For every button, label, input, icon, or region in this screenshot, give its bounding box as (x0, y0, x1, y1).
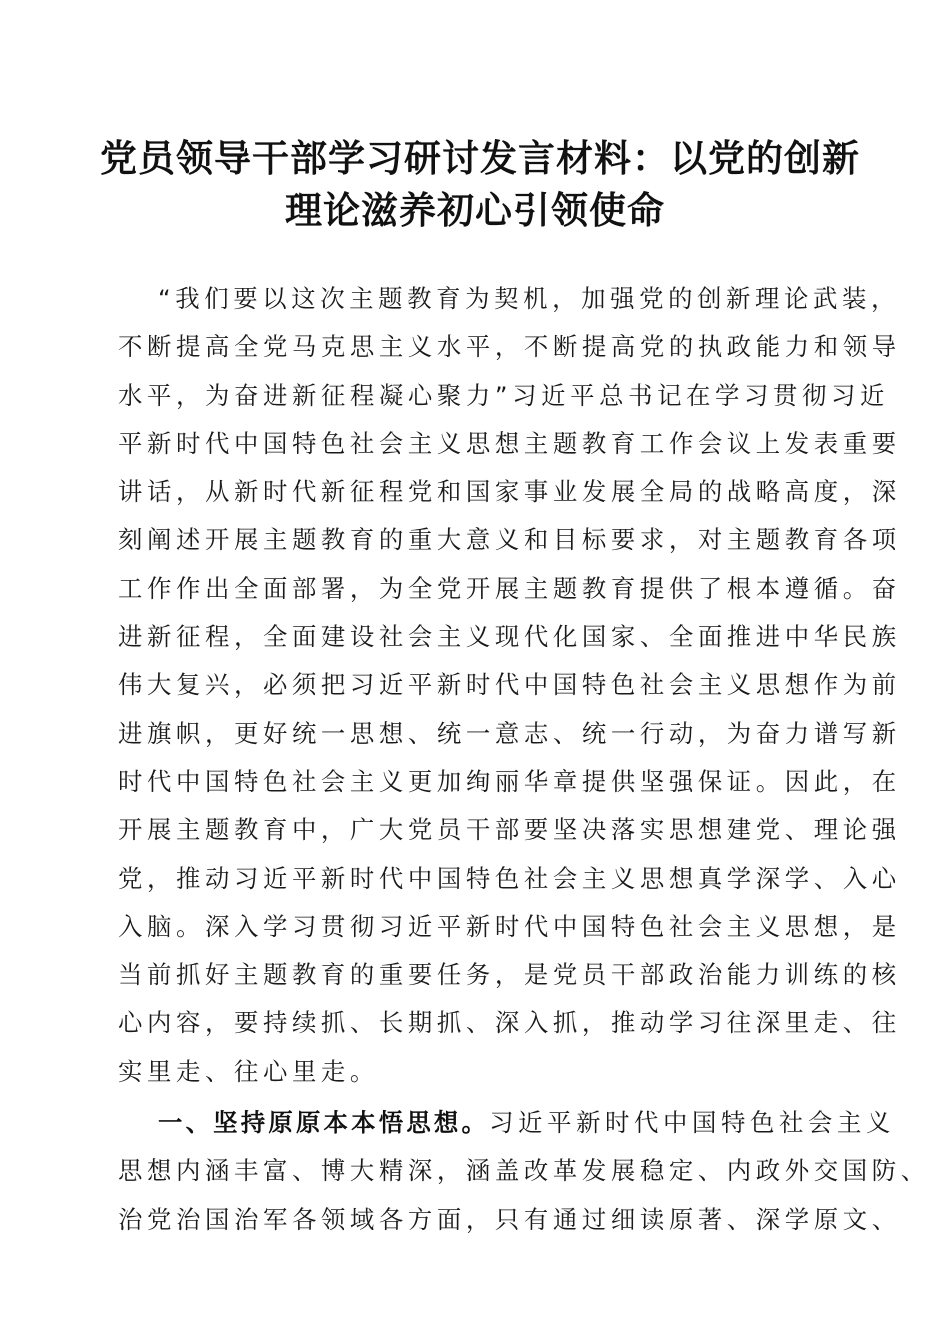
paragraph-line: 入脑。深入学习贯彻习近平新时代中国特色社会主义思想，是 (118, 911, 901, 941)
paragraph-line: 时代中国特色社会主义更加绚丽华章提供坚强保证。因此，在 (118, 766, 901, 796)
paragraph-line: 刻阐述开展主题教育的重大意义和目标要求，对主题教育各项 (118, 525, 901, 555)
paragraph-line: 治党治国治军各领域各方面，只有通过细读原著、深学原文、 (118, 1204, 901, 1234)
paragraph-section-1 (118, 1099, 930, 1244)
title-line-2: 理论滋养初心引领使命 (285, 188, 665, 232)
paragraph-line: 党，推动习近平新时代中国特色社会主义思想真学深学、入心 (118, 863, 901, 893)
document-body (118, 275, 930, 1244)
paragraph-line: 水平，为奋进新征程凝心聚力”习近平总书记在学习贯彻习近 (118, 380, 889, 410)
title-line-1: 党员领导干部学习研讨发言材料：以党的创新 (100, 136, 860, 180)
paragraph-line: 平新时代中国特色社会主义思想主题教育工作会议上发表重要 (118, 428, 901, 458)
paragraph-line: 当前抓好主题教育的重要任务，是党员干部政治能力训练的核 (118, 960, 901, 990)
paragraph-line: 实里走、往心里走。 (118, 1056, 379, 1086)
section-first-line (118, 1099, 895, 1147)
paragraph-line: 思想内涵丰富、博大精深，涵盖改革发展稳定、内政外交国防、 (118, 1156, 930, 1186)
section-heading: 一、坚持原原本本悟思想。 (158, 1108, 490, 1138)
paragraph-line: 不断提高全党马克思主义水平，不断提高党的执政能力和领导 (118, 332, 901, 362)
section-first-line-text: 习近平新时代中国特色社会主义 (489, 1108, 895, 1138)
paragraph-line: 讲话，从新时代新征程党和国家事业发展全局的战略高度，深 (118, 477, 901, 507)
paragraph-line: 开展主题教育中，广大党员干部要坚决落实思想建党、理论强 (118, 815, 901, 845)
paragraph-line: “我们要以这次主题教育为契机，加强党的创新理论武装， (158, 284, 901, 313)
paragraph-line: 心内容，要持续抓、长期抓、深入抓，推动学习往深里走、往 (118, 1008, 901, 1038)
paragraph-intro (118, 275, 901, 1096)
paragraph-line: 工作作出全面部署，为全党开展主题教育提供了根本遵循。奋 (118, 573, 901, 603)
paragraph-line: 进旗帜，更好统一思想、统一意志、统一行动，为奋力谱写新 (118, 718, 901, 748)
paragraph-line: 进新征程，全面建设社会主义现代化国家、全面推进中华民族 (118, 622, 901, 652)
paragraph-line: 伟大复兴，必须把习近平新时代中国特色社会主义思想作为前 (118, 670, 901, 700)
document-title (100, 132, 860, 236)
